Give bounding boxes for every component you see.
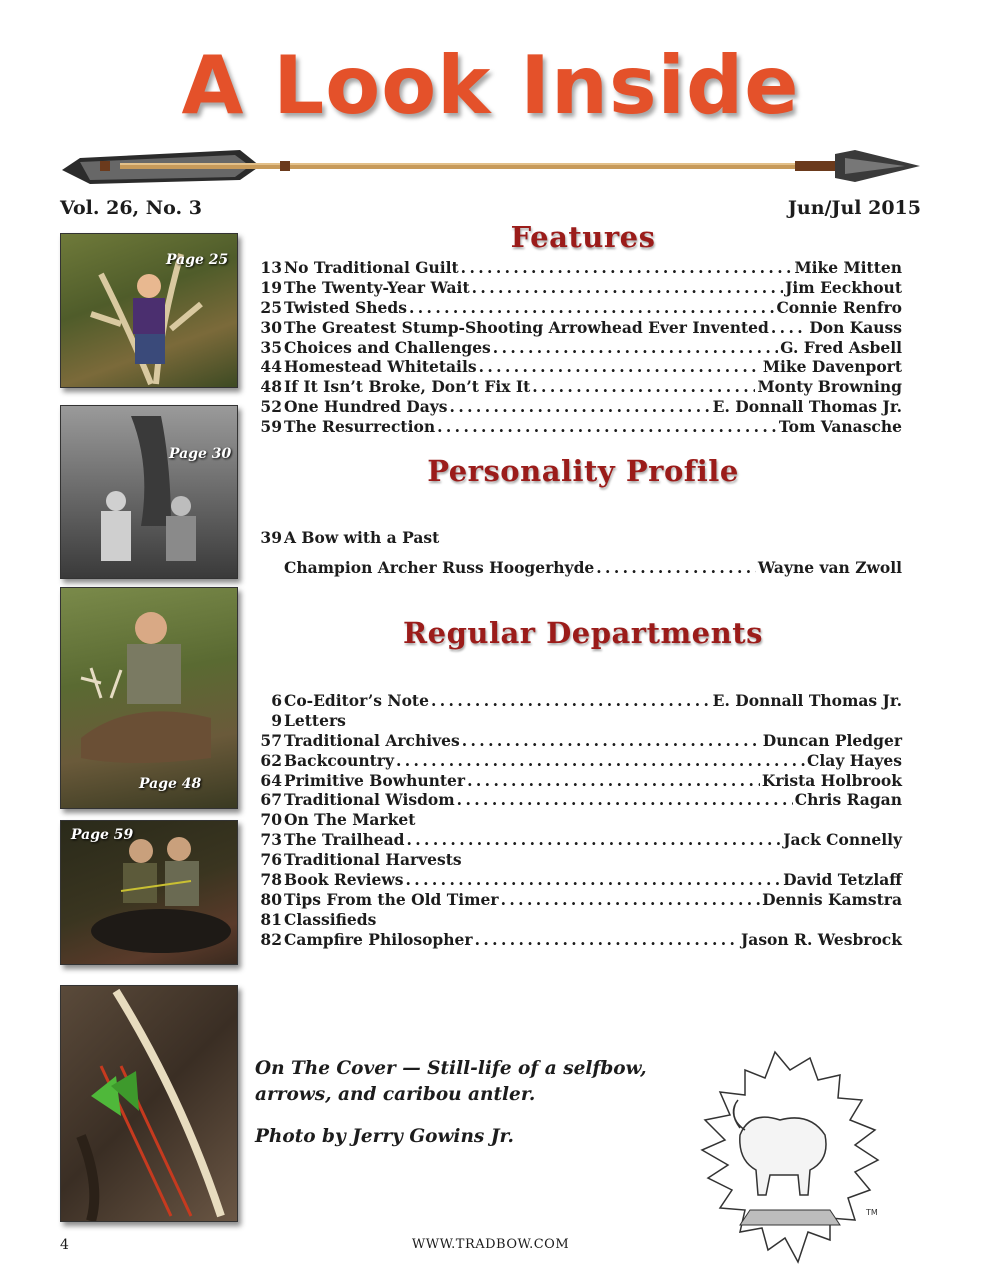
toc-entry[interactable] (250, 318, 902, 338)
toc-entry[interactable] (250, 810, 902, 830)
masthead-title: A Look Inside (181, 39, 800, 132)
toc-entry[interactable] (250, 830, 902, 850)
toc-page-number: 80 (260, 889, 282, 909)
toc-title: A Bow with a Past (284, 528, 440, 547)
photo-page-59[interactable] (60, 820, 238, 965)
toc-page-number: 82 (260, 929, 282, 949)
toc-page-number: 25 (260, 297, 282, 317)
toc-page-number: 13 (260, 258, 282, 277)
issue-volume: Vol. 26, No. 3 (60, 197, 202, 219)
toc-author: Connie Renfro (776, 297, 902, 317)
page-number: 4 (60, 1237, 69, 1253)
toc-entry[interactable] (250, 357, 902, 377)
toc-author: David Tetzlaff (783, 870, 902, 890)
toc-page-number: 39 (260, 528, 282, 547)
photo-label: Page 25 (166, 252, 229, 268)
toc-title: Co-Editor’s Note (284, 691, 429, 710)
toc-page-number: 78 (260, 870, 282, 890)
photo-label: Page 59 (71, 827, 134, 843)
toc-entry[interactable] (250, 278, 902, 298)
toc-author: Jason R. Wesbrock (740, 929, 902, 949)
toc-author: Jim Eeckhout (785, 277, 902, 297)
toc-author: Mike Mitten (794, 258, 902, 277)
toc-author: E. Donnall Thomas Jr. (712, 397, 902, 417)
toc-entry[interactable] (250, 751, 902, 771)
toc-page-number: 81 (260, 909, 282, 929)
toc-title: Twisted Sheds (284, 297, 407, 317)
toc-title: The Twenty-Year Wait (284, 277, 470, 297)
toc-page-number: 73 (260, 830, 282, 850)
toc-entry[interactable] (250, 397, 902, 417)
toc-entry[interactable] (250, 417, 902, 437)
toc-title: Traditional Archives (284, 730, 460, 750)
toc-page-number: 9 (271, 710, 282, 730)
toc-author: Wayne van Zwoll (757, 557, 902, 577)
toc-entry[interactable] (250, 338, 902, 358)
toc-title: Backcountry (284, 750, 394, 770)
toc-entry[interactable] (250, 850, 902, 870)
features-list (250, 258, 902, 437)
cover-caption: On The Cover — Still-life of a selfbow, arrows, and caribou antler. (255, 1058, 647, 1105)
toc-entry[interactable] (250, 930, 902, 950)
departments-list (250, 691, 902, 950)
toc-author: Tom Vanasche (778, 417, 902, 437)
website-url[interactable]: WWW.TRADBOW.COM (411, 1237, 570, 1252)
toc-title: Tips From the Old Timer (284, 889, 499, 909)
toc-entry[interactable] (250, 910, 902, 930)
toc-author: Don Kauss (809, 317, 902, 337)
trademark: TM (866, 1208, 878, 1217)
toc-title: If It Isn’t Broke, Don’t Fix It (284, 377, 531, 397)
toc-author: Duncan Pledger (762, 730, 902, 750)
profile-heading: Personality Profile (427, 454, 739, 488)
departments-heading: Regular Departments (403, 616, 763, 650)
toc-title: The Greatest Stump-Shooting Arrowhead Ever Invented (284, 317, 769, 337)
toc-page-number: 6 (271, 691, 282, 710)
toc-page-number: 62 (260, 750, 282, 770)
toc-entry[interactable] (250, 790, 902, 810)
cover-photo[interactable] (60, 985, 238, 1222)
cover-credit: Photo by Jerry Gowins Jr. (255, 1126, 514, 1147)
toc-page-number: 57 (260, 730, 282, 750)
profile-entry[interactable] (250, 528, 902, 578)
selfbow-arrows-image (61, 986, 237, 1221)
toc-author: Mike Davenport (762, 357, 902, 377)
toc-entry[interactable] (250, 711, 902, 731)
toc-entry[interactable] (250, 771, 902, 791)
mountain-goat-logo (690, 1050, 890, 1265)
features-heading: Features (510, 220, 656, 254)
whitetail-hunter-image (61, 588, 237, 808)
toc-page-number: 44 (260, 357, 282, 377)
toc-title: The Trailhead (284, 830, 405, 850)
toc-author: Dennis Kamstra (762, 889, 902, 909)
vintage-hunters-image (61, 406, 237, 578)
toc-title: The Resurrection (284, 417, 436, 437)
toc-entry[interactable] (250, 890, 902, 910)
toc-author: Clay Hayes (807, 750, 902, 770)
toc-author: Monty Browning (757, 377, 902, 397)
photo-label: Page 30 (169, 446, 232, 462)
toc-page-number: 19 (260, 277, 282, 297)
toc-title: Choices and Challenges (284, 337, 491, 357)
arrow-graphic (60, 140, 926, 190)
toc-author: Jack Connelly (783, 830, 902, 850)
toc-page-number: 67 (260, 790, 282, 810)
toc-page-number: 70 (260, 810, 282, 830)
toc-title: On The Market (284, 810, 416, 830)
toc-title: Book Reviews (284, 870, 404, 890)
photo-label: Page 48 (139, 776, 202, 792)
toc-entry[interactable] (250, 377, 902, 397)
issue-date: Jun/Jul 2015 (787, 197, 921, 219)
photo-page-30[interactable] (60, 405, 238, 579)
toc-page-number: 35 (260, 337, 282, 357)
toc-title: Classifieds (284, 909, 377, 929)
toc-entry[interactable] (250, 870, 902, 890)
toc-title: One Hundred Days (284, 397, 448, 417)
toc-title: Homestead Whitetails (284, 357, 477, 377)
toc-title: Traditional Wisdom (284, 790, 455, 810)
toc-entry[interactable] (250, 258, 902, 278)
toc-entry[interactable] (250, 298, 902, 318)
toc-page-number: 64 (260, 770, 282, 790)
photo-page-48[interactable] (60, 587, 238, 809)
toc-page-number: 76 (260, 850, 282, 870)
toc-subtitle: Champion Archer Russ Hoogerhyde (284, 557, 595, 577)
toc-title: Letters (284, 710, 346, 730)
photo-page-25[interactable] (60, 233, 238, 388)
toc-page-number: 52 (260, 397, 282, 417)
toc-title: Traditional Harvests (284, 850, 462, 870)
toc-title: Primitive Bowhunter (284, 770, 466, 790)
toc-title: Campfire Philosopher (284, 929, 473, 949)
toc-author: E. Donnall Thomas Jr. (712, 691, 902, 710)
toc-entry[interactable] (250, 731, 902, 751)
toc-author: Krista Holbrook (761, 770, 902, 790)
toc-title: No Traditional Guilt (284, 258, 459, 277)
toc-page-number: 30 (260, 317, 282, 337)
toc-entry[interactable] (250, 691, 902, 711)
toc-author: G. Fred Asbell (780, 337, 902, 357)
toc-author: Chris Ragan (794, 790, 902, 810)
toc-page-number: 59 (260, 417, 282, 437)
toc-page-number: 48 (260, 377, 282, 397)
